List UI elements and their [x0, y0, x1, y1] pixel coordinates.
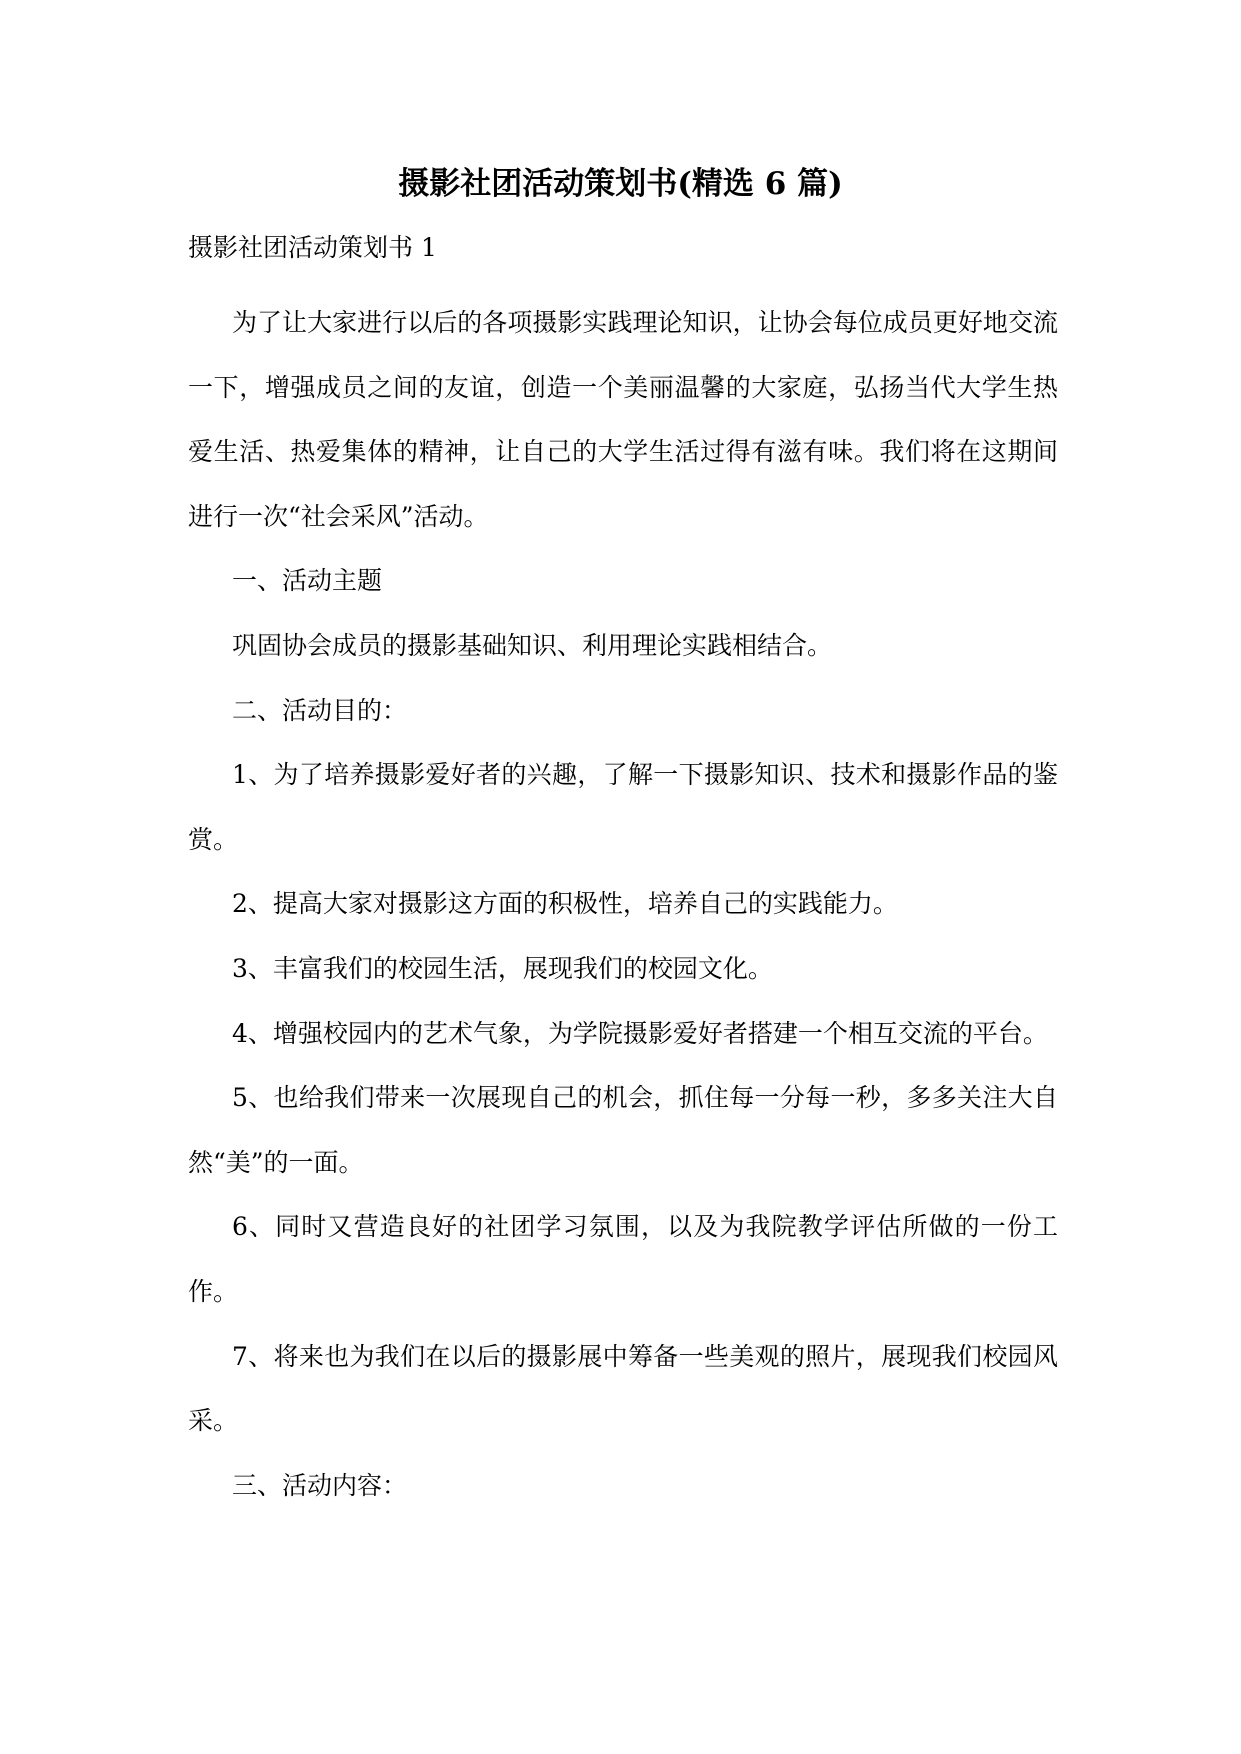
section-heading: 摄影社团活动策划书 1 [188, 233, 437, 262]
heading-activity-purpose: 二、活动目的： [232, 695, 408, 725]
intro-paragraph: 为了让大家进行以后的各项摄影实践理论知识，让协会每位成员更好地交流一下，增强成员之间的友谊，创造一个美丽温馨的大家庭，弘扬当代大学生热爱生活、热爱集体的精神，让自己的大学生活过得有滋有味。我们将在这期间进行一次“社会采风”活动。 [188, 308, 1058, 531]
purpose-item-6: 6、同时又营造良好的社团学习氛围，以及为我院教学评估所做的一份工作。 [188, 1212, 1058, 1306]
purpose-item-5: 5、也给我们带来一次展现自己的机会，抓住每一分每一秒，多多关注大自然“美”的一面。 [188, 1083, 1058, 1177]
heading-activity-content: 三、活动内容： [232, 1470, 408, 1500]
purpose-item-7: 7、将来也为我们在以后的摄影展中筹备一些美观的照片，展现我们校园风采。 [188, 1341, 1058, 1436]
purpose-item-3: 3、丰富我们的校园生活，展现我们的校园文化。 [232, 953, 773, 983]
body-text [188, 291, 1058, 1518]
purpose-item-1: 1、为了培养摄影爱好者的兴趣，了解一下摄影知识、技术和摄影作品的鉴赏。 [188, 760, 1058, 854]
purpose-item-2: 2、提高大家对摄影这方面的积极性，培养自己的实践能力。 [232, 889, 898, 919]
heading-activity-theme: 一、活动主题 [232, 566, 383, 596]
purpose-item-4: 4、增强校园内的艺术气象，为学院摄影爱好者搭建一个相互交流的平台。 [232, 1018, 1048, 1048]
activity-theme-text: 巩固协会成员的摄影基础知识、利用理论实践相结合。 [232, 630, 833, 660]
document-title: 摄影社团活动策划书(精选 6 篇) [398, 166, 843, 202]
